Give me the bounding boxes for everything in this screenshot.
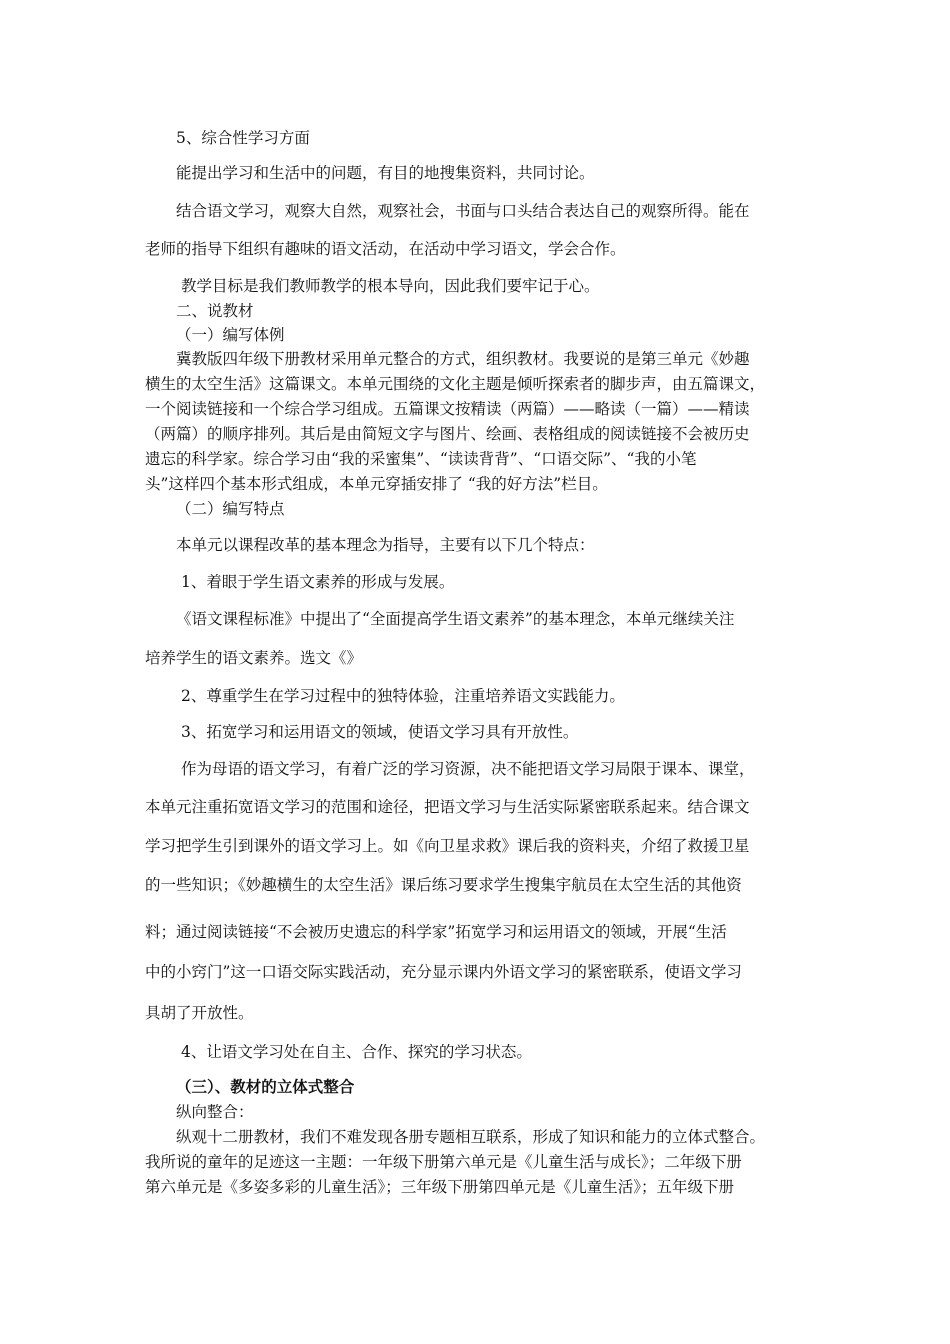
heading-compilation-features: （二）编写特点 [176, 500, 285, 518]
paragraph-line: 老师的指导下组织有趣味的语文活动，在活动中学习语文，学会合作。 [145, 240, 626, 258]
paragraph-line: 中的小窍门”这一口语交际实践活动，充分显示课内外语文学习的紧密联系，使语文学习 [145, 963, 742, 981]
heading-textbook-integration: （三）、教材的立体式整合 [176, 1077, 355, 1096]
paragraph-line: 结合语文学习，观察大自然，观察社会，书面与口头结合表达自己的观察所得。能在 [176, 202, 750, 220]
paragraph-line: 教学目标是我们教师教学的根本导向，因此我们要牢记于心。 [181, 277, 600, 295]
paragraph-line: 作为母语的语文学习，有着广泛的学习资源，决不能把语文学习局限于课本、课堂， [181, 760, 755, 778]
list-item-4: 4、让语文学习处在自主、合作、探究的学习状态。 [181, 1043, 532, 1061]
paragraph-line: 的一些知识；《妙趣横生的太空生活》课后练习要求学生搜集宇航员在太空生活的其他资 [145, 876, 742, 894]
paragraph-line: 纵观十二册教材，我们不难发现各册专题相互联系，形成了知识和能力的立体式整合。 [176, 1128, 766, 1146]
heading-comprehensive-learning: 5、综合性学习方面 [176, 129, 310, 147]
paragraph-line: 培养学生的语文素养。选文《》 [145, 649, 363, 667]
paragraph-line: 学习把学生引到课外的语文学习上。如《向卫星求救》课后我的资料夹，介绍了救援卫星 [145, 837, 750, 855]
heading-compilation-style: （一）编写体例 [176, 326, 285, 344]
paragraph-line: 料；通过阅读链接“不会被历史遗忘的科学家”拓宽学习和运用语文的领域，开展“生活 [145, 923, 727, 941]
paragraph-line: （两篇）的顺序排列。其后是由简短文字与图片、绘画、表格组成的阅读链接不会被历史 [145, 425, 750, 443]
paragraph-line: 一个阅读链接和一个综合学习组成。五篇课文按精读（两篇）——略读（一篇）——精读 [145, 400, 750, 418]
paragraph-line: 能提出学习和生活中的问题，有目的地搜集资料，共同讨论。 [176, 164, 595, 182]
paragraph-line: 遗忘的科学家。综合学习由“我的采蜜集”、“读读背背”、“口语交际”、“我的小笔 [145, 450, 697, 468]
subheading-vertical-integration: 纵向整合： [176, 1103, 254, 1121]
list-item-1: 1、着眼于学生语文素养的形成与发展。 [181, 573, 455, 591]
paragraph-line: 具胡了开放性。 [145, 1004, 254, 1022]
paragraph-line: 冀教版四年级下册教材采用单元整合的方式，组织教材。我要说的是第三单元《妙趣 [176, 350, 750, 368]
paragraph-line: 第六单元是《多姿多彩的儿童生活》；三年级下册第四单元是《儿童生活》；五年级下册 [145, 1178, 735, 1196]
heading-section-two: 二、说教材 [176, 302, 254, 320]
list-item-2: 2、尊重学生在学习过程中的独特体验，注重培养语文实践能力。 [181, 687, 625, 705]
paragraph-line: 本单元以课程改革的基本理念为指导，主要有以下几个特点： [176, 536, 595, 554]
list-item-3: 3、拓宽学习和运用语文的领域，使语文学习具有开放性。 [181, 723, 579, 741]
paragraph-line: 头”这样四个基本形式组成，本单元穿插安排了 “我的好方法”栏目。 [145, 475, 608, 493]
paragraph-line: 本单元注重拓宽语文学习的范围和途径，把语文学习与生活实际紧密联系起来。结合课文 [145, 798, 750, 816]
paragraph-line: 《语文课程标准》中提出了“全面提高学生语文素养”的基本理念，本单元继续关注 [176, 610, 735, 628]
paragraph-line: 我所说的童年的足迹这一主题：一年级下册第六单元是《儿童生活与成长》；二年级下册 [145, 1153, 742, 1171]
paragraph-line: 横生的太空生活》这篇课文。本单元围绕的文化主题是倾听探索者的脚步声，由五篇课文， [145, 375, 766, 393]
